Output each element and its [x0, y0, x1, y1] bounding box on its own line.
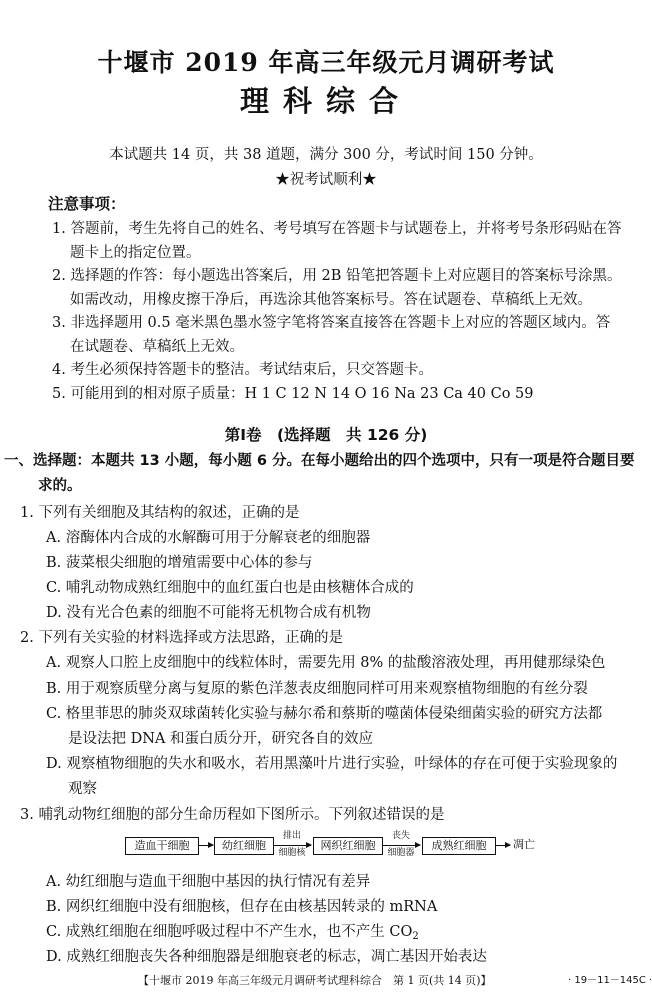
page-code: · 19－11－145C · — [568, 975, 652, 986]
question-option: A. 幼红细胞与造血干细胞中基因的执行情况有差异 — [46, 874, 371, 890]
flow-end-apoptosis: 凋亡 — [513, 838, 535, 851]
question-option: D. 没有光合色素的细胞不可能将无机物合成有机物 — [46, 605, 371, 621]
question-option: C. 哺乳动物成熟红细胞中的血红蛋白也是由核糖体合成的 — [46, 580, 414, 596]
flow-arrow — [199, 845, 213, 846]
question-stem: 3. 哺乳动物红细胞的部分生命历程如下图所示。下列叙述错误的是 — [20, 807, 445, 823]
section-instruction: 一、选择题：本题共 13 小题，每小题 6 分。在每小题给出的四个选项中，只有一项是符合题目要 — [4, 453, 635, 469]
exam-title: 十堰市 2019 年高三年级元月调研考试 — [97, 48, 555, 77]
flow-label-expel: 排出 — [282, 831, 301, 841]
notice-line: 在试题卷、草稿纸上无效。 — [70, 339, 244, 355]
question-option: A. 观察人口腔上皮细胞中的线粒体时，需要先用 8% 的盐酸溶液处理，再用健那绿染色 — [46, 655, 606, 671]
notice-line: 2. 选择题的作答：每小题选出答案后，用 2B 铅笔把答题卡上对应题目的答案标号涂黑。 — [52, 268, 622, 284]
flow-box-hematopoietic-stem-cell: 造血干细胞 — [125, 837, 199, 855]
notice-line: 5. 可能用到的相对原子质量：H 1 C 12 N 14 O 16 Na 23 Ca 40 Co 59 — [52, 386, 534, 402]
page-footer: 【十堰市 2019 年高三年级元月调研考试理科综合 第 1 页(共 14 页)】 — [138, 974, 492, 987]
notice-heading: 注意事项： — [48, 195, 126, 213]
notice-line: 题卡上的指定位置。 — [70, 245, 201, 261]
notice-line: 4. 考生必须保持答题卡的整洁。考试结束后，只交答题卡。 — [52, 362, 433, 378]
flow-arrow — [496, 845, 510, 846]
question-option-cont: 观察 — [68, 781, 97, 797]
flow-label-nucleus: 细胞核 — [278, 848, 306, 858]
exam-subject: 理科综合 — [239, 84, 412, 118]
notice-line: 3. 非选择题用 0.5 毫米黑色墨水签字笔将答案直接答在答题卡上对应的答题区域内。答 — [52, 315, 611, 331]
exam-wish: ★祝考试顺利★ — [275, 172, 377, 188]
question-stem: 1. 下列有关细胞及其结构的叙述，正确的是 — [20, 505, 300, 521]
question-option: D. 观察植物细胞的失水和吸水，若用黑藻叶片进行实验，叶绿体的存在可便于实验现象的 — [46, 756, 618, 772]
question-option: C. 格里菲思的肺炎双球菌转化实验与赫尔希和蔡斯的噬菌体侵染细菌实验的研究方法都 — [46, 706, 603, 722]
question-option: B. 网织红细胞中没有细胞核，但存在由核基因转录的 mRNA — [46, 899, 438, 915]
section-heading: 第Ⅰ卷 (选择题 共 126 分) — [224, 426, 428, 444]
notice-line: 1. 答题前，考生先将自己的姓名、考号填写在答题卡与试题卷上，并将考号条形码贴在答 — [52, 221, 622, 237]
question-option: D. 成熟红细胞丧失各种细胞器是细胞衰老的标志，凋亡基因开始表达 — [46, 949, 487, 965]
question-option: B. 用于观察质壁分离与复原的紫色洋葱表皮细胞同样可用来观察植物细胞的有丝分裂 — [46, 681, 588, 697]
option-c-text: C. 成熟红细胞在细胞呼吸过程中不产生水，也不产生 CO — [46, 924, 413, 940]
flow-arrow — [383, 845, 420, 846]
flow-label-lose: 丧失 — [391, 831, 410, 841]
question-option-cont: 是设法把 DNA 和蛋白质分开，研究各自的效应 — [68, 731, 374, 747]
flow-box-reticulocyte: 网织红细胞 — [313, 837, 383, 855]
question-option: A. 溶酶体内合成的水解酶可用于分解衰老的细胞器 — [46, 530, 371, 546]
question-option — [46, 924, 419, 943]
red-blood-cell-flow-diagram — [125, 833, 545, 863]
question-option: B. 菠菜根尖细胞的增殖需要中心体的参与 — [46, 555, 313, 571]
exam-intro: 本试题共 14 页，共 38 道题，满分 300 分，考试时间 150 分钟。 — [109, 147, 543, 163]
notice-line: 如需改动，用橡皮擦干净后，再选涂其他答案标号。答在试题卷、草稿纸上无效。 — [70, 292, 592, 308]
question-stem: 2. 下列有关实验的材料选择或方法思路，正确的是 — [20, 630, 343, 646]
flow-box-erythroblast: 幼红细胞 — [214, 837, 274, 855]
section-instruction-cont: 求的。 — [38, 478, 82, 494]
co2-subscript: 2 — [412, 931, 419, 942]
flow-box-mature-rbc: 成熟红细胞 — [422, 837, 496, 855]
flow-label-organelles: 细胞器 — [387, 848, 415, 858]
flow-arrow — [273, 845, 311, 846]
